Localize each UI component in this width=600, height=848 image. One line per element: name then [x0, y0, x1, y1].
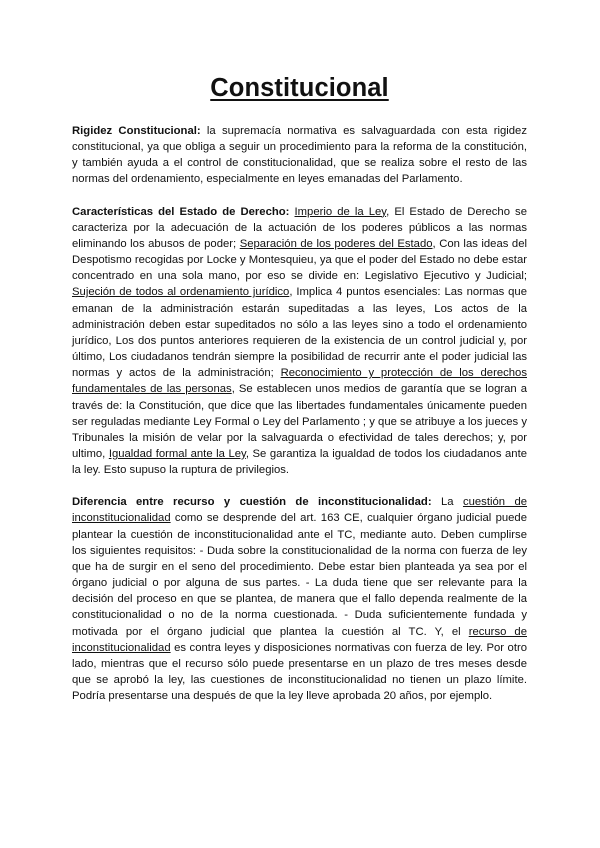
underlined-term-separacion: Separación de los poderes del Estado	[239, 237, 433, 250]
paragraph-text: la supremacía normativa es salvaguardada con esta rigidez constitucional, ya que obliga a seguir un procedimiento para la reforma de la constitución, y también ayuda a el control de constitucionalidad, que se realiza sobre el resto de las normas del ordenamiento, especialmente en leyes emanadas del Parlamento.	[72, 125, 527, 186]
paragraph-text: La	[431, 496, 463, 509]
paragraph-heading: Características del Estado de Derecho:	[72, 205, 290, 218]
underlined-term-reconocimiento: Reconocimiento y protección de los derechos fundamentales de las personas	[72, 367, 527, 396]
paragraph-heading: Rigidez Constitucional:	[72, 125, 201, 137]
paragraph-text: , El Estado de Derecho se caracteriza por la adecuación de la actuación de los poderes públicos a las normas eliminando los abusos de poder;	[72, 205, 527, 250]
paragraph-text: como se desprende del art. 163 CE, cualquier órgano judicial puede plantear la cuestión de inconstitucionalidad ante el TC, mediante auto. Deben cumplirse los siguientes requisitos: - Duda sobre la constitucionalidad de la norma con fuerza de ley que ha de surgir en el seno del procedimiento. Debe estar bien planteada ya sea por el órgano judicial o por alguna de sus partes. - La duda tiene que ser relevante para la decisión del proceso en que se plantea, de manera que el fallo dependa realmente de la constitucionalidad o no de la norma cuestionada. - Duda suficientemente fundada y motivada por el órgano judicial que plantea la cuestión al TC. Y, el	[72, 512, 527, 638]
paragraph-rigidez	[72, 123, 527, 188]
paragraph-text: es contra leyes y disposiciones normativas con fuerza de ley. Por otro lado, mientras que el recurso sólo puede presentarse en un plazo de tres meses desde que se aprobó la ley, las cuestiones de inconstitucionalidad no tienen un plazo límite. Podría presentarse una después de que la ley lleve aprobada 20 años, por ejemplo.	[72, 641, 527, 703]
paragraph-text: , Con las ideas del Despotismo recogidas por Locke y Montesquieu, ya que el poder del Estado no debe estar concentrado en una sola mano, por eso se divide en: Legislativo Ejecutivo y Judicial;	[72, 237, 527, 283]
paragraph-caracteristicas	[72, 204, 527, 479]
underlined-term-cuestion: cuestión de inconstitucionalidad	[72, 496, 528, 525]
paragraph-diferencia	[72, 494, 527, 704]
document-title: Constitucional	[210, 74, 389, 102]
underlined-term-sujecion: Sujeción de todos al ordenamiento jurídico	[72, 286, 290, 299]
paragraph-heading: Diferencia entre recurso y cuestión de inconstitucionalidad:	[72, 496, 432, 509]
underlined-term-igualdad: Igualdad formal ante la Ley	[108, 447, 246, 460]
underlined-term-recurso: recurso de inconstitucionalidad	[72, 625, 527, 654]
document-page	[72, 0, 527, 704]
underlined-term-imperio: Imperio de la Ley	[294, 205, 387, 218]
paragraph-text: , Se establecen unos medios de garantía que se logran a través de: la Constitución, que dice que las libertades fundamentales únicamente pueden ser reguladas mediante Ley Formal o Ley del Parlamento ; y que se atribuye a los jueces y Tribunales la misión de velar por la salvaguarda o efectividad de tales derechos; y, por ultimo,	[72, 383, 527, 460]
paragraph-text: , Se garantiza la igualdad de todos los ciudadanos ante la ley. Esto supuso la ruptura de privilegios.	[72, 447, 527, 477]
paragraph-text: , Implica 4 puntos esenciales: Las normas que emanan de la administración estarán supeditadas a las leyes, Los actos de la administración deben estar supeditados no sólo a las leyes sino a todo el ordenamiento jurídico, Los dos puntos anteriores requieren de la existencia de un control judicial y, por último, Los ciudadanos tendrán siempre la posibilidad de recurrir ante el poder judicial las normas y actos de la administración;	[72, 286, 527, 380]
